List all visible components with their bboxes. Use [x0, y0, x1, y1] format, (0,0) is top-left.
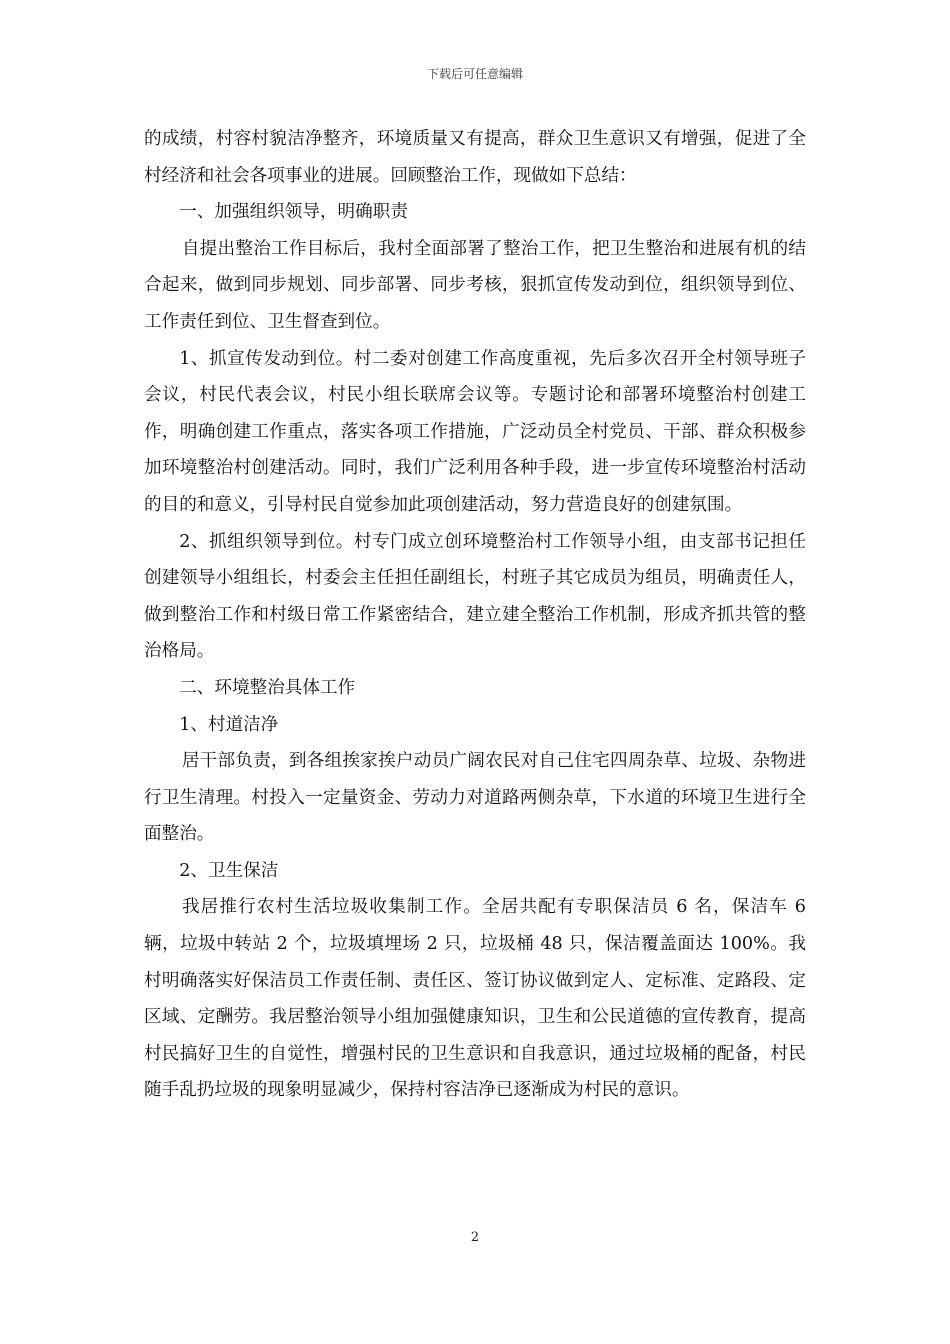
paragraph-section-1-summary: 自提出整治工作目标后，我村全面部署了整治工作，把卫生整治和进展有机的结合起来，做到同步规划、同步部署、同步考核，狠抓宣传发动到位，组织领导到位、工作责任到位、卫生督查到位。: [144, 238, 806, 332]
section-heading-2: 二、环境整治具体工作: [179, 677, 356, 698]
section-heading-1: 一、加强组织领导，明确职责: [179, 202, 408, 223]
paragraph-intro-continuation: 的成绩，村容村貌洁净整齐，环境质量又有提高，群众卫生意识又有增强，促进了全村经济和社会各项事业的进展。回顾整治工作，现做如下总结：: [144, 129, 806, 186]
document-body: [144, 121, 806, 1109]
paragraph-sanitation: 我居推行农村生活垃圾收集制工作。全居共配有专职保洁员 6 名，保洁车 6 辆，垃圾中转站 2 个，垃圾填埋场 2 只，垃圾桶 48 只，保洁覆盖面达 100%。我村明确落实好保洁员工作责任制、责任区、签订协议做到定人、定标准、定路段、定区域、定酬劳。我居整治领导小组加强健康知识，卫生和公民道德的宣传教育，提高村民搞好卫生的自觉性，增强村民的卫生意识和自我意识，通过垃圾桶的配备，村民随手乱扔垃圾的现象明显减少，保持村容洁净已逐渐成为村民的意识。: [144, 897, 806, 1101]
page-header: 下载后可任意编辑: [426, 67, 523, 81]
paragraph-village-roads: 居干部负责，到各组挨家挨户动员广阔农民对自己住宅四周杂草、垃圾、杂物进行卫生清理。村投入一定量资金、劳动力对道路两侧杂草，下水道的环境卫生进行全面整治。: [144, 751, 806, 845]
subheading-village-roads: 1、村道洁净: [179, 714, 279, 735]
paragraph-publicity: 1、抓宣传发动到位。村二委对创建工作高度重视，先后多次召开全村领导班子会议，村民代表会议，村民小组长联席会议等。专题讨论和部署环境整治村创建工作，明确创建工作重点，落实各项工作措施，广泛动员全村党员、干部、群众积极参加环境整治村创建活动。同时，我们广泛利用各种手段，进一步宣传环境整治村活动的目的和意义，引导村民自觉参加此项创建活动，努力营造良好的创建氛围。: [144, 348, 806, 515]
paragraph-organization: 2、抓组织领导到位。村专门成立创环境整治村工作领导小组，由支部书记担任创建领导小组组长，村委会主任担任副组长，村班子其它成员为组员，明确责任人，做到整治工作和村级日常工作紧密结合，建立建全整治工作机制，形成齐抓共管的整治格局。: [144, 531, 806, 662]
subheading-sanitation: 2、卫生保洁: [179, 860, 279, 881]
page-number: 2: [470, 1230, 480, 1245]
